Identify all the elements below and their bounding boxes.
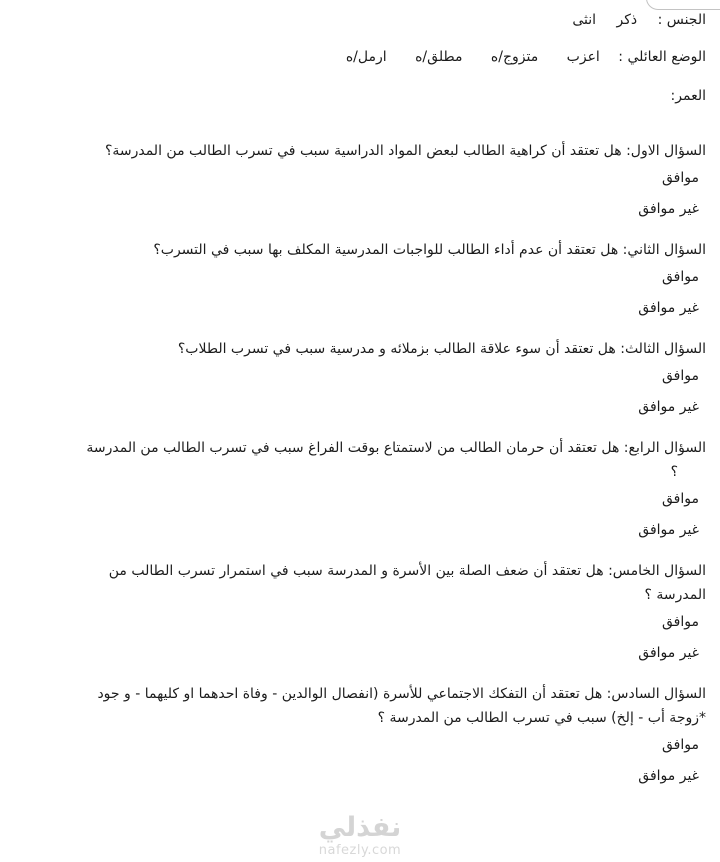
question-block-4 [40, 436, 706, 546]
age-row [40, 84, 706, 108]
question-6-option-disagree[interactable]: غير موافق [638, 768, 699, 784]
marital-option-divorced[interactable]: مطلق/ه [415, 49, 463, 65]
watermark-site-url: nafezly.com [318, 843, 402, 858]
question-1-option-agree[interactable]: موافق [662, 170, 699, 186]
question-3-option-agree[interactable]: موافق [662, 368, 699, 384]
question-block-5 [40, 559, 706, 669]
question-2-option-agree[interactable]: موافق [662, 269, 699, 285]
age-label: العمر: [670, 88, 706, 104]
question-5-text-line-1: السؤال الخامس: هل تعتقد أن ضعف الصلة بين الأسرة و المدرسة سبب في استمرار تسرب الطالب من [108, 563, 706, 579]
marital-option-widowed[interactable]: ارمل/ه [345, 49, 387, 65]
question-block-3 [40, 337, 706, 423]
gender-option-male[interactable]: ذكر [616, 12, 638, 28]
question-2-text: السؤال الثاني: هل تعتقد أن عدم أداء الطالب للواجبات المدرسية المكلف بها سبب في التسرب؟ [153, 242, 706, 258]
question-5-text-line-2: المدرسة ؟ [644, 587, 706, 603]
gender-row [40, 8, 706, 32]
question-4-option-disagree[interactable]: غير موافق [638, 522, 699, 538]
question-4-text-line-1: السؤال الرابع: هل تعتقد أن حرمان الطالب من لاستمتاع بوقت الفراغ سبب في تسرب الطالب من المدرسة [86, 440, 706, 456]
gender-option-female[interactable]: انثى [572, 12, 597, 28]
question-4-text-line-2: ؟ [670, 464, 678, 480]
question-3-text: السؤال الثالث: هل تعتقد أن سوء علاقة الطالب بزملائه و مدرسية سبب في تسرب الطلاب؟ [177, 341, 706, 357]
question-2-option-disagree[interactable]: غير موافق [638, 300, 699, 316]
gender-label: الجنس : [657, 12, 706, 28]
question-5-option-agree[interactable]: موافق [662, 614, 699, 630]
question-block-1 [40, 139, 706, 225]
question-1-text: السؤال الاول: هل تعتقد أن كراهية الطالب لبعض المواد الدراسية سبب في تسرب الطالب من المدرسة؟ [104, 143, 706, 159]
marital-option-married[interactable]: متزوج/ه [490, 49, 539, 65]
question-1-option-disagree[interactable]: غير موافق [638, 201, 699, 217]
question-6-text-line-1: السؤال السادس: هل تعتقد أن التفكك الاجتماعي للأسرة (انفصال الوالدين - وفاة احدهما او كليهما - و جود [97, 686, 706, 702]
cropped-box-corner [646, 0, 720, 10]
question-block-2 [40, 238, 706, 324]
question-4-option-agree[interactable]: موافق [662, 491, 699, 507]
watermark [0, 813, 720, 858]
marital-status-label: الوضع العائلي : [618, 49, 706, 65]
question-3-option-disagree[interactable]: غير موافق [638, 399, 699, 415]
question-6-option-agree[interactable]: موافق [662, 737, 699, 753]
question-5-option-disagree[interactable]: غير موافق [638, 645, 699, 661]
marital-option-single[interactable]: اعزب [566, 49, 600, 65]
questions-list [40, 139, 706, 792]
watermark-logo-text: نفذلي [318, 812, 402, 843]
question-6-text-line-2: *زوجة أب - إلخ) سبب في تسرب الطالب من المدرسة ؟ [377, 710, 706, 726]
question-block-6 [40, 682, 706, 792]
marital-status-row [40, 45, 706, 69]
